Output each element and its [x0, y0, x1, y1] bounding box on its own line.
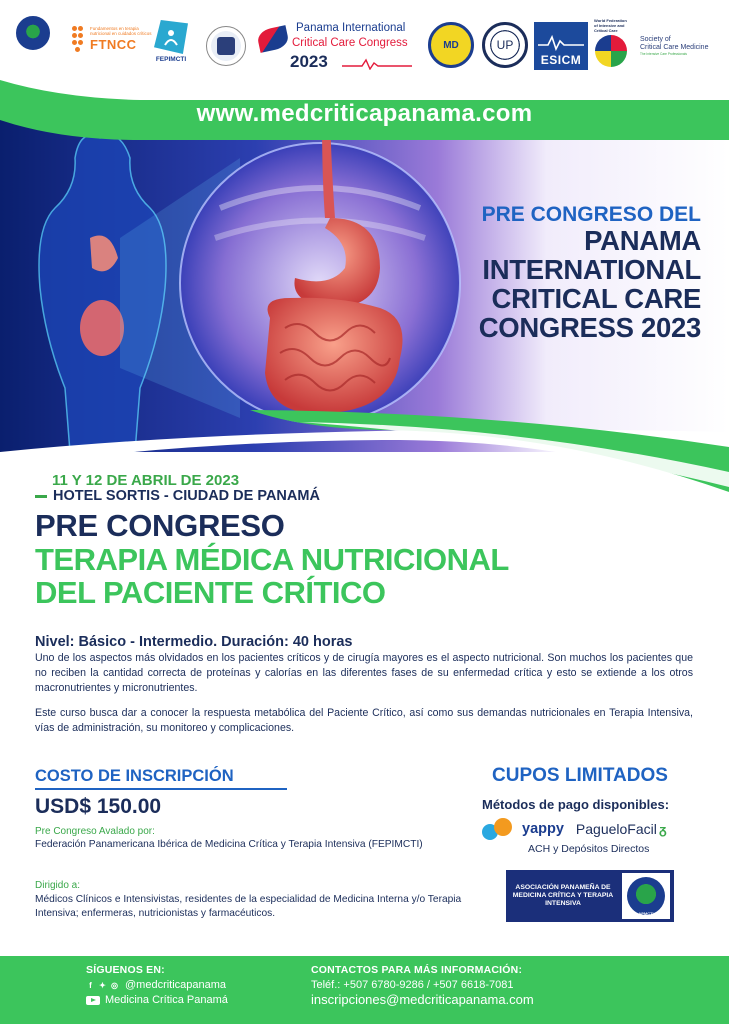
description-paragraph-2: Este curso busca dar a conocer la respuesta metabólica del Paciente Crítico, así como sus demandas nutricionales en Terapia Intensiva, vías de administración, su monitoreo y complicaciones.: [35, 707, 693, 734]
instagram-icon[interactable]: ◎: [111, 980, 118, 990]
fepimcti-name: FEPIMCTI: [155, 56, 187, 63]
yappy-label: yappy: [522, 821, 564, 837]
follow-heading: SÍGUENOS EN:: [86, 964, 165, 976]
wfi-mark-icon: [595, 35, 627, 67]
ftncc-name: FTNCC: [90, 37, 137, 52]
sponsor-logo-strip: [0, 0, 729, 86]
event-heading: PRE CONGRESO: [35, 508, 285, 543]
description-paragraph-1: Uno de los aspectos más olvidados en los pacientes críticos y de cirugía mayores es el aspecto nutricional. Son muchos los pacientes que no reciben la cantidad correcta de proteínas y calorías en las diferentes fases de su enfermedad crítica y esto se extiende a los otros macronutrientes y micronutrientes.: [35, 652, 693, 694]
sccm-line3: The Intensive Care Professionals: [640, 52, 687, 56]
audience-text: Médicos Clínicos e Intensivistas, residentes de la especialidad de Medicina Interna y/o Terapia Intensiva; enfermeras, nutricionistas y farmacéuticos.: [35, 894, 462, 919]
sccm-line1: Society of: [640, 36, 671, 43]
audience-label: Dirigido a:: [35, 880, 81, 891]
endorsed-text: Federación Panamericana Ibérica de Medicina Crítica y Terapia Intensiva (FEPIMCTI): [35, 839, 423, 850]
payment-heading: Métodos de pago disponibles:: [482, 797, 670, 812]
association-banner: [506, 870, 674, 922]
contact-email[interactable]: inscripciones@medcriticapanama.com: [311, 992, 534, 1007]
social-handle[interactable]: @medcriticapanama: [125, 979, 227, 991]
ach-note: ACH y Depósitos Directos: [528, 843, 650, 855]
contact-heading: CONTACTOS PARA MÁS INFORMACIÓN:: [311, 964, 523, 976]
picc-swoosh-icon: [256, 25, 290, 53]
hero-title: [479, 204, 701, 342]
up-label: UP: [496, 38, 514, 52]
facebook-icon[interactable]: f: [89, 980, 92, 990]
md-label: MD: [443, 39, 459, 51]
footer: [0, 956, 729, 1024]
argentina-society-logo: [206, 26, 246, 66]
ftncc-logo: [72, 26, 160, 52]
contact-column: [311, 964, 534, 1007]
apmcti-logo: [16, 16, 50, 50]
social-handle-row[interactable]: [86, 979, 228, 991]
esicm-wave-icon: [538, 33, 584, 51]
hero-line5: CONGRESS 2023: [478, 312, 701, 343]
ftncc-mark-icon: [72, 26, 86, 52]
picc-year: 2023: [290, 52, 328, 71]
picc-2023-logo: [254, 14, 424, 76]
association-name: ASOCIACIÓN PANAMEÑA DE MEDICINA CRÍTICA Y TERAPIA INTENSIVA: [512, 884, 614, 907]
universidad-panama-logo: [482, 22, 528, 68]
sccm-line2: Critical Care Medicine: [640, 44, 709, 51]
contact-phone[interactable]: Teléf.: +507 6780-9286 / +507 6618-7081: [311, 979, 514, 991]
fepimcti-mark-icon: [154, 20, 188, 54]
ftncc-subtitle: Fundamentos en terapia nutricional en cuidados críticos: [90, 26, 152, 36]
ecg-line-icon: [342, 58, 412, 70]
limited-seats-label: CUPOS LIMITADOS: [492, 765, 668, 786]
endorsed-label: Pre Congreso Avalado por:: [35, 826, 155, 837]
fepimcti-logo: [154, 20, 188, 63]
twitter-icon[interactable]: ✦: [99, 980, 106, 990]
venue-dash-icon: [35, 495, 47, 498]
world-federation-logo: [594, 18, 628, 67]
hero-line3: INTERNATIONAL: [482, 254, 701, 285]
payment-methods-row: [482, 816, 667, 842]
cost-divider: [35, 788, 287, 790]
event-venue: HOTEL SORTIS - CIUDAD DE PANAMÁ: [53, 488, 320, 504]
youtube-row[interactable]: [86, 994, 228, 1006]
event-date: 11 Y 12 DE ABRIL DE 2023: [52, 472, 240, 489]
paguelofacil-icon: ᵹ: [658, 821, 667, 837]
website-link[interactable]: www.medcriticapanama.com: [196, 100, 533, 127]
wfi-name: World Federation of Intensive and Critical Care: [594, 18, 627, 33]
esicm-logo: [534, 22, 588, 70]
event-title-line1: TERAPIA MÉDICA NUTRICIONAL: [35, 542, 509, 577]
hero-line4: CRITICAL CARE: [491, 283, 701, 314]
cost-value: USD$ 150.00: [35, 795, 162, 818]
picc-line1: Panama International: [296, 22, 406, 34]
association-logo-label: APMCTI: [638, 911, 654, 916]
event-venue-row: [35, 488, 320, 504]
yappy-icon: [482, 816, 522, 842]
youtube-icon[interactable]: [86, 996, 100, 1005]
picc-line2: Critical Care Congress: [292, 37, 408, 49]
hero-line1: PRE CONGRESO DEL: [481, 203, 701, 226]
paguelofacil-label: PagueloFacil: [575, 821, 657, 837]
cost-heading: COSTO DE INSCRIPCIÓN: [35, 767, 234, 785]
association-logo: [622, 873, 670, 919]
event-title-line2: DEL PACIENTE CRÍTICO: [35, 575, 386, 610]
sccm-logo: [640, 36, 708, 56]
social-column: [86, 964, 228, 1006]
md-association-logo: [428, 22, 474, 68]
youtube-channel[interactable]: Medicina Crítica Panamá: [105, 994, 228, 1006]
esicm-name: ESICM: [540, 53, 582, 67]
hero-line2: PANAMA: [584, 225, 701, 256]
course-level: Nivel: Básico - Intermedio. Duración: 40 horas: [35, 634, 353, 650]
